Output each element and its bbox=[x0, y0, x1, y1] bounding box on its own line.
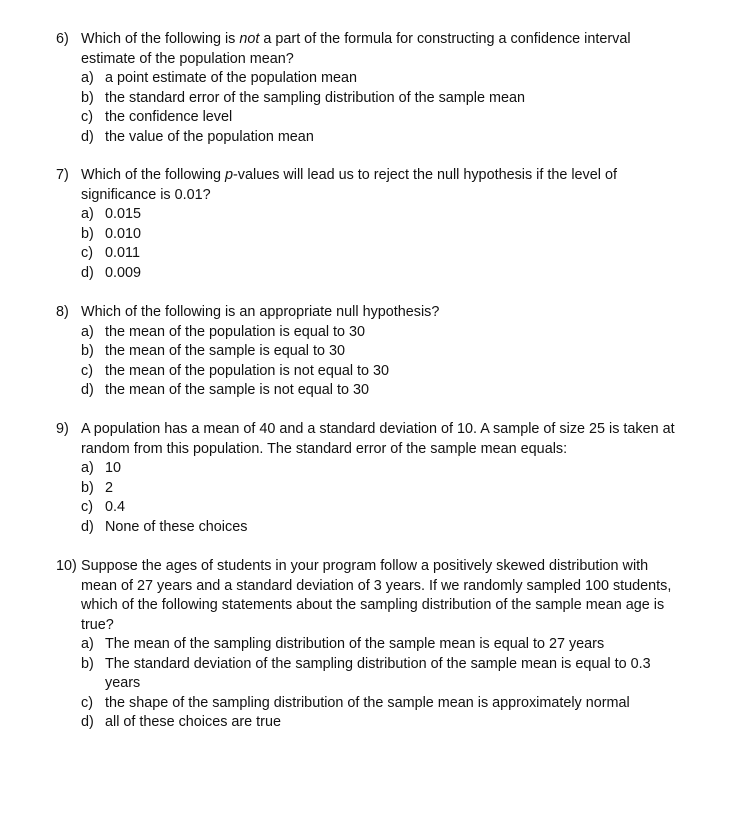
option-letter: b) bbox=[81, 655, 94, 672]
question-9-option-a bbox=[56, 459, 676, 479]
option-letter: b) bbox=[81, 479, 94, 496]
option-letter: d) bbox=[81, 518, 94, 535]
question-6-option-b bbox=[56, 89, 676, 109]
question-7-text-italic: p bbox=[224, 167, 233, 183]
option-letter: b) bbox=[81, 225, 94, 242]
question-6 bbox=[56, 30, 676, 147]
option-text: 2 bbox=[105, 479, 114, 496]
option-letter: a) bbox=[81, 636, 94, 652]
question-6-number: 6) bbox=[56, 31, 69, 47]
question-7 bbox=[56, 166, 676, 283]
question-8-option-d bbox=[56, 381, 676, 401]
question-8-text: Which of the following is an appropriate null hypothesis? bbox=[81, 304, 440, 320]
option-text: 0.4 bbox=[105, 499, 126, 515]
question-10-option-a bbox=[56, 635, 676, 655]
option-letter: c) bbox=[81, 245, 93, 261]
option-letter: d) bbox=[81, 714, 94, 730]
question-7-text-before: Which of the following bbox=[81, 167, 225, 183]
option-letter: d) bbox=[81, 382, 94, 398]
question-7-option-d bbox=[56, 264, 676, 284]
question-7-option-c bbox=[56, 244, 676, 264]
option-letter: b) bbox=[81, 89, 94, 106]
question-10-options bbox=[56, 635, 676, 733]
question-7-options bbox=[56, 205, 676, 283]
option-letter: d) bbox=[81, 264, 94, 281]
option-text: the confidence level bbox=[105, 109, 233, 125]
question-10-option-b bbox=[56, 655, 676, 694]
option-text: None of these choices bbox=[105, 518, 248, 535]
option-text: 10 bbox=[105, 460, 122, 476]
question-6-stem bbox=[56, 30, 676, 69]
question-6-text-before: Which of the following is bbox=[81, 31, 240, 47]
option-letter: d) bbox=[81, 128, 94, 145]
question-8-option-b bbox=[56, 342, 676, 362]
option-text: the mean of the population is not equal to 30 bbox=[105, 362, 390, 379]
option-text: the mean of the sample is not equal to 30 bbox=[105, 382, 369, 398]
question-6-text-after: a part of the formula for constructing a confidence interval estimate of the population mean? bbox=[81, 31, 631, 67]
question-10-stem bbox=[56, 557, 676, 635]
question-10-option-c bbox=[56, 694, 676, 714]
question-10-text: Suppose the ages of students in your program follow a positively skewed distribution with mean of 27 years and a standard deviation of 3 years. If we randomly sampled 100 students, which of the following statements about the sampling distribution of the sample mean age is true? bbox=[81, 558, 672, 633]
question-8-stem bbox=[56, 303, 676, 323]
question-9-option-d bbox=[56, 518, 676, 538]
question-10-number: 10) bbox=[56, 558, 77, 574]
question-7-stem bbox=[56, 166, 676, 205]
option-text: the mean of the population is equal to 30 bbox=[105, 323, 366, 340]
option-text: the standard error of the sampling distribution of the sample mean bbox=[105, 89, 525, 106]
option-letter: b) bbox=[81, 343, 94, 359]
option-letter: c) bbox=[81, 109, 93, 125]
question-9-text: A population has a mean of 40 and a standard deviation of 10. A sample of size 25 is taken at random from this population. The standard error of the sample mean equals: bbox=[81, 421, 675, 457]
option-text: a point estimate of the population mean bbox=[105, 70, 358, 86]
question-6-option-d bbox=[56, 128, 676, 148]
question-6-options bbox=[56, 69, 676, 147]
question-10 bbox=[56, 557, 676, 733]
option-letter: a) bbox=[81, 206, 94, 222]
question-6-option-c bbox=[56, 108, 676, 128]
option-text: all of these choices are true bbox=[105, 714, 281, 730]
question-7-text-after: -values will lead us to reject the null hypothesis if the level of significance is 0.01? bbox=[81, 167, 617, 203]
option-text: the shape of the sampling distribution of the sample mean is approximately normal bbox=[105, 694, 630, 711]
question-6-text-italic: not bbox=[239, 31, 260, 47]
question-9-option-b bbox=[56, 479, 676, 499]
option-letter: c) bbox=[81, 362, 93, 379]
option-letter: c) bbox=[81, 694, 93, 711]
option-letter: a) bbox=[81, 323, 94, 340]
option-text: The mean of the sampling distribution of the sample mean is equal to 27 years bbox=[105, 636, 605, 652]
option-text: 0.010 bbox=[105, 225, 142, 242]
option-text: 0.015 bbox=[105, 206, 142, 222]
question-8-options bbox=[56, 323, 676, 401]
question-8-option-c bbox=[56, 362, 676, 382]
question-8-number: 8) bbox=[56, 304, 69, 320]
question-7-option-a bbox=[56, 205, 676, 225]
question-9-option-c bbox=[56, 498, 676, 518]
question-8-option-a bbox=[56, 323, 676, 343]
question-9-stem bbox=[56, 420, 676, 459]
question-7-option-b bbox=[56, 225, 676, 245]
option-text: The standard deviation of the sampling distribution of the sample mean is equal to 0.3 years bbox=[105, 655, 651, 691]
question-10-option-d bbox=[56, 713, 676, 733]
question-9 bbox=[56, 420, 676, 537]
option-text: 0.009 bbox=[105, 264, 142, 281]
question-9-options bbox=[56, 459, 676, 537]
option-text: the mean of the sample is equal to 30 bbox=[105, 343, 345, 359]
option-letter: c) bbox=[81, 499, 93, 515]
question-9-number: 9) bbox=[56, 421, 69, 437]
option-letter: a) bbox=[81, 460, 94, 476]
option-letter: a) bbox=[81, 70, 94, 86]
question-7-number: 7) bbox=[56, 167, 69, 183]
question-6-option-a bbox=[56, 69, 676, 89]
question-8 bbox=[56, 303, 676, 401]
option-text: the value of the population mean bbox=[105, 128, 314, 145]
option-text: 0.011 bbox=[105, 245, 140, 261]
